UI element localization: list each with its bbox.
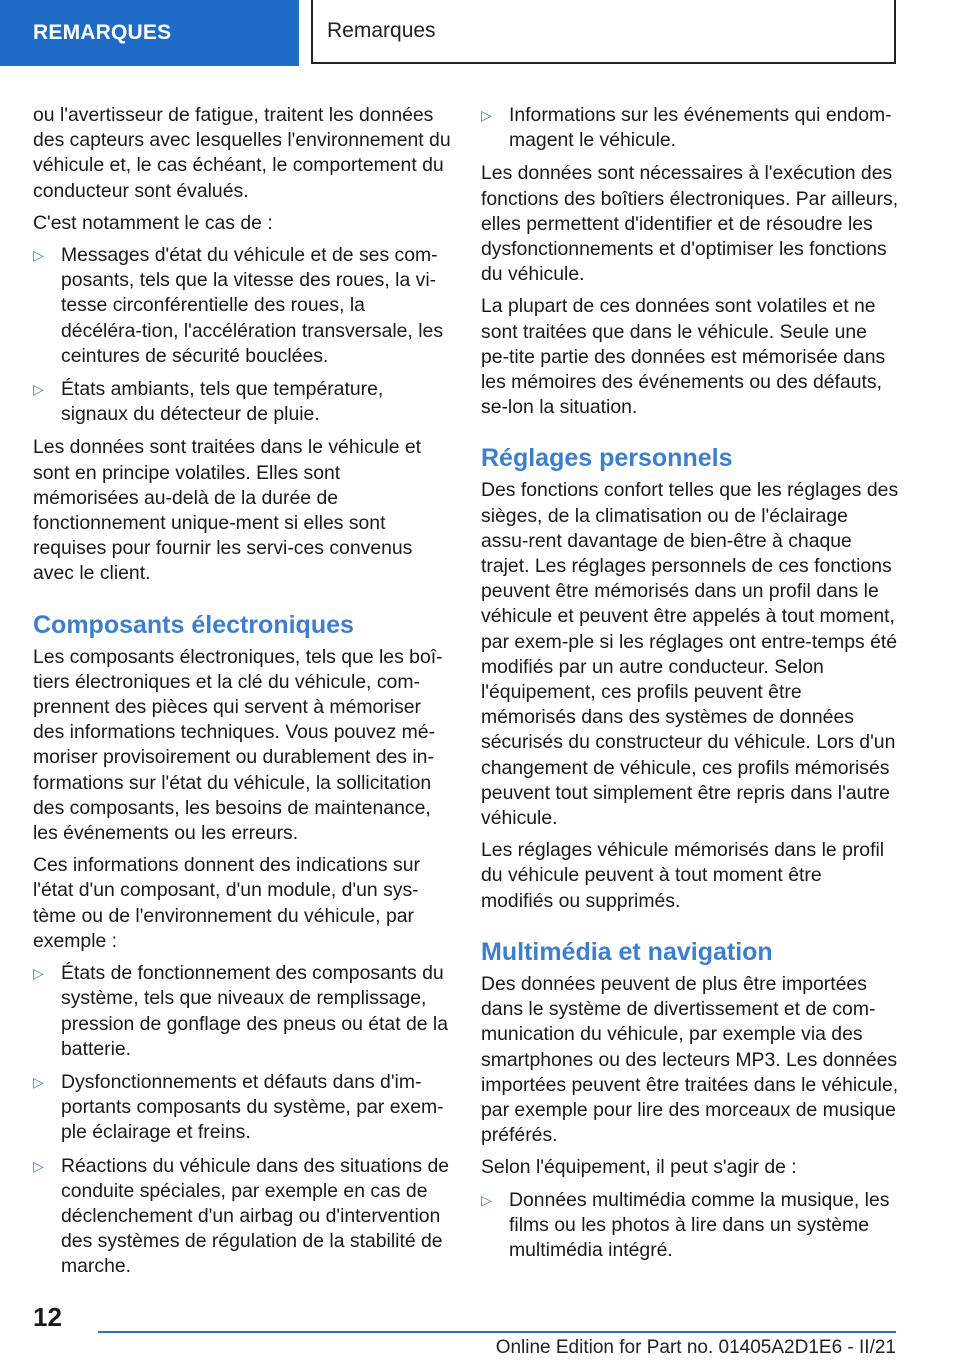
paragraph: C'est notamment le cas de : — [33, 211, 273, 234]
paragraph: La plupart de ces données sont volatiles et ne sont traitées que dans le véhicule. Seule une pe‐tite partie des données est mémorisée dans les mémoires des événements ou des défauts, se‐lon la situation. — [481, 295, 886, 419]
list-item — [33, 377, 451, 427]
right-column — [481, 103, 899, 1271]
list-item-text: États de fonctionnement des composants du système, tels que niveaux de remplissage, pression de gonflage des pneus ou état de la batterie. — [61, 962, 449, 1060]
list-item-text: Informations sur les événements qui endom‐magent le véhicule. — [509, 104, 892, 152]
triangle-bullet-icon: ▷ — [33, 381, 44, 398]
list-item — [481, 103, 899, 153]
paragraph: Des fonctions confort telles que les réglages des sièges, de la climatisation ou de l'éclairage assu‐rent davantage de bien-être à chaque trajet. Les réglages personnels de ces fonctions peuvent être mémorisés dans un profil dans le véhicule et peuvent être appelés à tout moment, par exem‐ple si les réglages ont entre-temps été modifiés par un autre conducteur. Selon l'équipement, ces profils peuvent être mémorisés dans des systèmes de données sécurisés du constructeur du véhicule. Lors d'un changement de véhicule, ces profils mémorisés peuvent tout simplement être repris dans l'autre véhicule. — [481, 479, 899, 830]
list-item-text: Données multimédia comme la musique, les films ou les photos à lire dans un système multimédia intégré. — [509, 1188, 890, 1261]
section-heading: Composants électroniques — [33, 610, 354, 639]
left-column — [33, 103, 451, 1288]
paragraph: Des données peuvent de plus être importées dans le système de divertissement et de com‐munication du véhicule, par exemple via des smartphones ou des lecteurs MP3. Les données importées peuvent être traitées dans le véhicule, par exemple pour lire des morceaux de musique préférés. — [481, 972, 899, 1147]
list-item-text: Dysfonctionnements et défauts dans d'im‐portants composants du système, par exem‐ple éclairage et freins. — [61, 1070, 444, 1144]
paragraph: Selon l'équipement, il peut s'agir de : — [481, 1156, 797, 1179]
triangle-bullet-icon: ▷ — [33, 247, 44, 264]
footer-divider — [98, 1331, 896, 1333]
paragraph: Ces informations donnent des indications sur l'état d'un composant, d'un module, d'un sys‐tème ou de l'environnement du véhicule, par exemple : — [33, 854, 420, 952]
triangle-bullet-icon: ▷ — [481, 1191, 492, 1208]
section-heading: Réglages personnels — [481, 444, 733, 473]
triangle-bullet-icon: ▷ — [33, 1073, 44, 1090]
list-item-text: Messages d'état du véhicule et de ses com‐posants, tels que la vitesse des roues, la vi‐tesse circonférentielle des roues, la décéléra‐tion, l'accélération transversale, les ceintures de sécurité bouclées. — [61, 244, 444, 367]
paragraph: Les composants électroniques, tels que les boî‐tiers électroniques et la clé du véhicule, com‐prennent des pièces qui servent à mémoriser des informations techniques. Vous pouvez mé‐moriser provisoirement ou durablement des in‐formations sur l'état du véhicule, la sollicitation des composants, les besoins de maintenance, les événements ou les erreurs. — [33, 645, 443, 845]
paragraph: Les données sont nécessaires à l'exécution des fonctions des boîtiers électroniques. Par ailleurs, elles permettent d'identifier et de résoudre les dysfonctionnements et d'optimiser les fonctions du véhicule. — [481, 162, 899, 286]
list-item — [33, 961, 451, 1062]
edition-footer: Online Edition for Part no. 01405A2D1E6 - II/21 — [495, 1337, 896, 1358]
page-number: 12 — [33, 1302, 62, 1332]
list-item-text: Réactions du véhicule dans des situations de conduite spéciales, par exemple en cas de déclenchement d'un airbag ou d'intervention des systèmes de régulation de la stabilité de marche. — [61, 1154, 450, 1278]
list-item — [481, 1188, 899, 1264]
list-item — [33, 1070, 451, 1146]
triangle-bullet-icon: ▷ — [33, 965, 44, 982]
section-heading: Multimédia et navigation — [481, 937, 773, 966]
triangle-bullet-icon: ▷ — [33, 1157, 44, 1174]
paragraph: Les réglages véhicule mémorisés dans le profil du véhicule peuvent à tout moment être modifiés ou supprimés. — [481, 839, 885, 912]
paragraph: ou l'avertisseur de fatigue, traitent les données des capteurs avec lesquelles l'environnement du véhicule et, le cas échéant, le comportement du conducteur sont évalués. — [33, 104, 451, 202]
page-header — [0, 0, 960, 66]
list-item-text: États ambiants, tels que température, signaux du détecteur de pluie. — [61, 378, 384, 426]
list-item — [33, 243, 451, 369]
list-item — [33, 1154, 451, 1280]
paragraph: Les données sont traitées dans le véhicule et sont en principe volatiles. Elles sont mémorisées au-delà de la durée de fonctionnement unique‐ment si elles sont requises pour fournir les servi‐ces convenus avec le client. — [33, 436, 422, 585]
section-title: Remarques — [311, 0, 896, 64]
section-tab: REMARQUES — [0, 0, 299, 66]
triangle-bullet-icon: ▷ — [481, 107, 492, 123]
